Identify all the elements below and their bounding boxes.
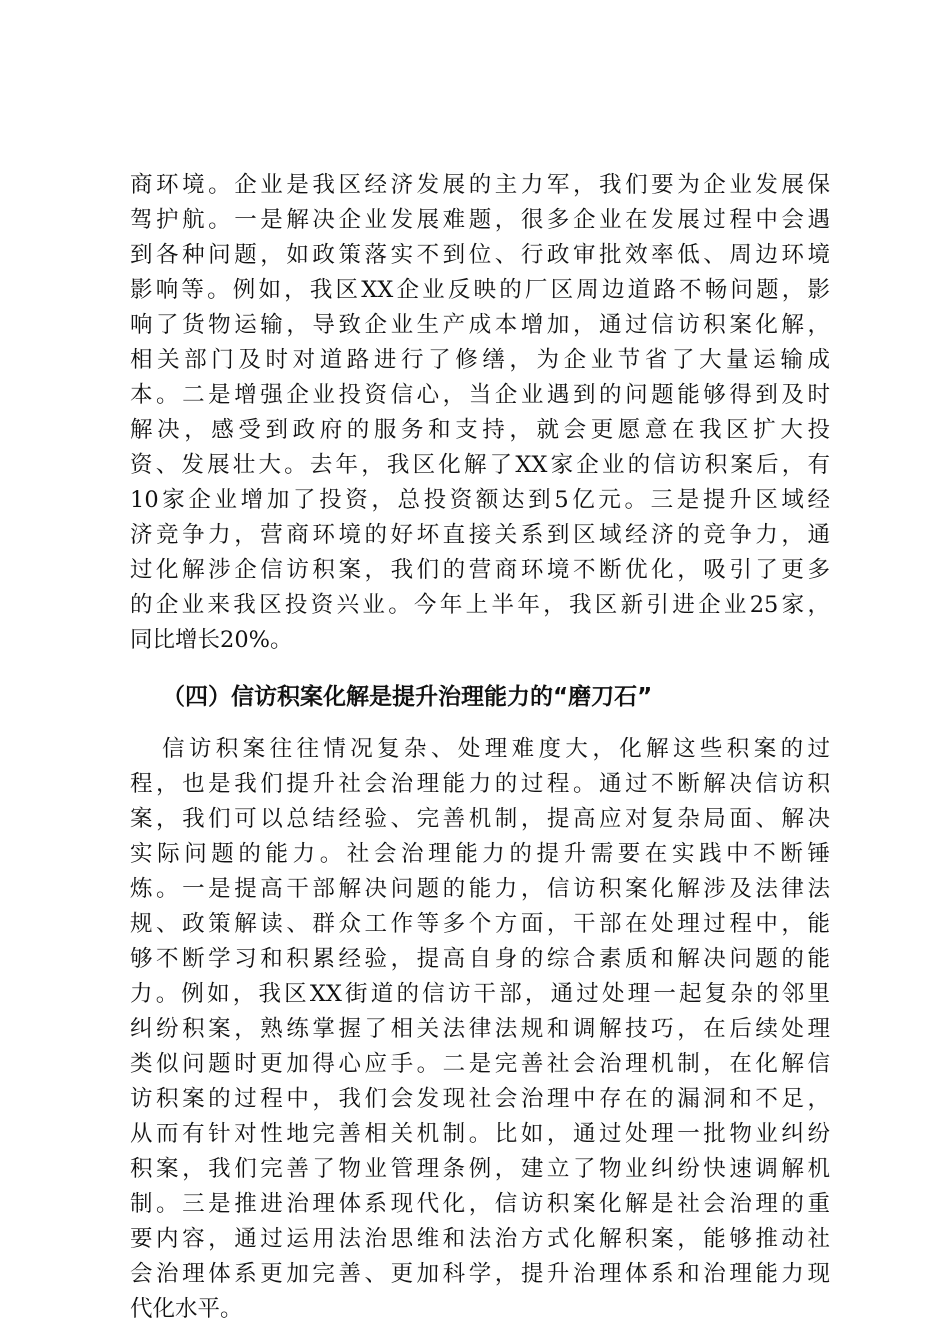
paragraph-line: 相关部门及时对道路进行了修缮，为企业节省了大量运输成 <box>130 347 830 373</box>
paragraph-line: 制。三是推进治理体系现代化，信访积案化解是社会治理的重 <box>130 1191 830 1217</box>
section-heading: （四）信访积案化解是提升治理能力的“磨刀石” <box>162 684 653 710</box>
paragraph-line: 影响等。例如，我区XX企业反映的厂区周边道路不畅问题，影 <box>130 277 830 303</box>
paragraph-line: 济竞争力，营商环境的好坏直接关系到区域经济的竞争力，通 <box>130 522 830 548</box>
paragraph-line: 商环境。企业是我区经济发展的主力军，我们要为企业发展保 <box>130 172 830 198</box>
paragraph-line: 要内容，通过运用法治思维和法治方式化解积案，能够推动社 <box>130 1226 830 1252</box>
paragraph-line: 从而有针对性地完善相关机制。比如，通过处理一批物业纠纷 <box>130 1121 830 1147</box>
paragraph-line: 案，我们可以总结经验、完善机制，提高应对复杂局面、解决 <box>130 806 830 832</box>
paragraph-line: 积案，我们完善了物业管理条例，建立了物业纠纷快速调解机 <box>130 1156 830 1182</box>
paragraph-line: 的企业来我区投资兴业。今年上半年，我区新引进企业25家， <box>130 592 830 618</box>
paragraph-line: 实际问题的能力。社会治理能力的提升需要在实践中不断锤 <box>130 841 830 867</box>
paragraph-line: 力。例如，我区XX街道的信访干部，通过处理一起复杂的邻里 <box>130 981 830 1007</box>
paragraph-line: 代化水平。 <box>130 1296 243 1322</box>
paragraph-line: 驾护航。一是解决企业发展难题，很多企业在发展过程中会遇 <box>130 207 830 233</box>
paragraph-line: 纠纷积案，熟练掌握了相关法律法规和调解技巧，在后续处理 <box>130 1016 830 1042</box>
paragraph-line: 到各种问题，如政策落实不到位、行政审批效率低、周边环境 <box>130 242 830 268</box>
paragraph-line: 会治理体系更加完善、更加科学，提升治理体系和治理能力现 <box>130 1261 830 1287</box>
paragraph-line: 响了货物运输，导致企业生产成本增加，通过信访积案化解， <box>130 312 830 338</box>
paragraph-line: 程，也是我们提升社会治理能力的过程。通过不断解决信访积 <box>130 771 830 797</box>
paragraph-line: 过化解涉企信访积案，我们的营商环境不断优化，吸引了更多 <box>130 557 830 583</box>
paragraph-line: 本。二是增强企业投资信心，当企业遇到的问题能够得到及时 <box>130 382 830 408</box>
paragraph-line: 够不断学习和积累经验，提高自身的综合素质和解决问题的能 <box>130 946 830 972</box>
paragraph-line: 解决，感受到政府的服务和支持，就会更愿意在我区扩大投 <box>130 417 830 443</box>
paragraph-line: 炼。一是提高干部解决问题的能力，信访积案化解涉及法律法 <box>130 876 830 902</box>
paragraph-line: 10家企业增加了投资，总投资额达到5亿元。三是提升区域经 <box>130 487 830 513</box>
paragraph-line: 资、发展壮大。去年，我区化解了XX家企业的信访积案后，有 <box>130 452 830 478</box>
paragraph-line: 同比增长20%。 <box>130 627 293 653</box>
paragraph-line: 信访积案往往情况复杂、处理难度大，化解这些积案的过 <box>162 736 830 762</box>
paragraph-line: 规、政策解读、群众工作等多个方面，干部在处理过程中，能 <box>130 911 830 937</box>
paragraph-line: 类似问题时更加得心应手。二是完善社会治理机制，在化解信 <box>130 1051 830 1077</box>
paragraph-line: 访积案的过程中，我们会发现社会治理中存在的漏洞和不足， <box>130 1086 830 1112</box>
